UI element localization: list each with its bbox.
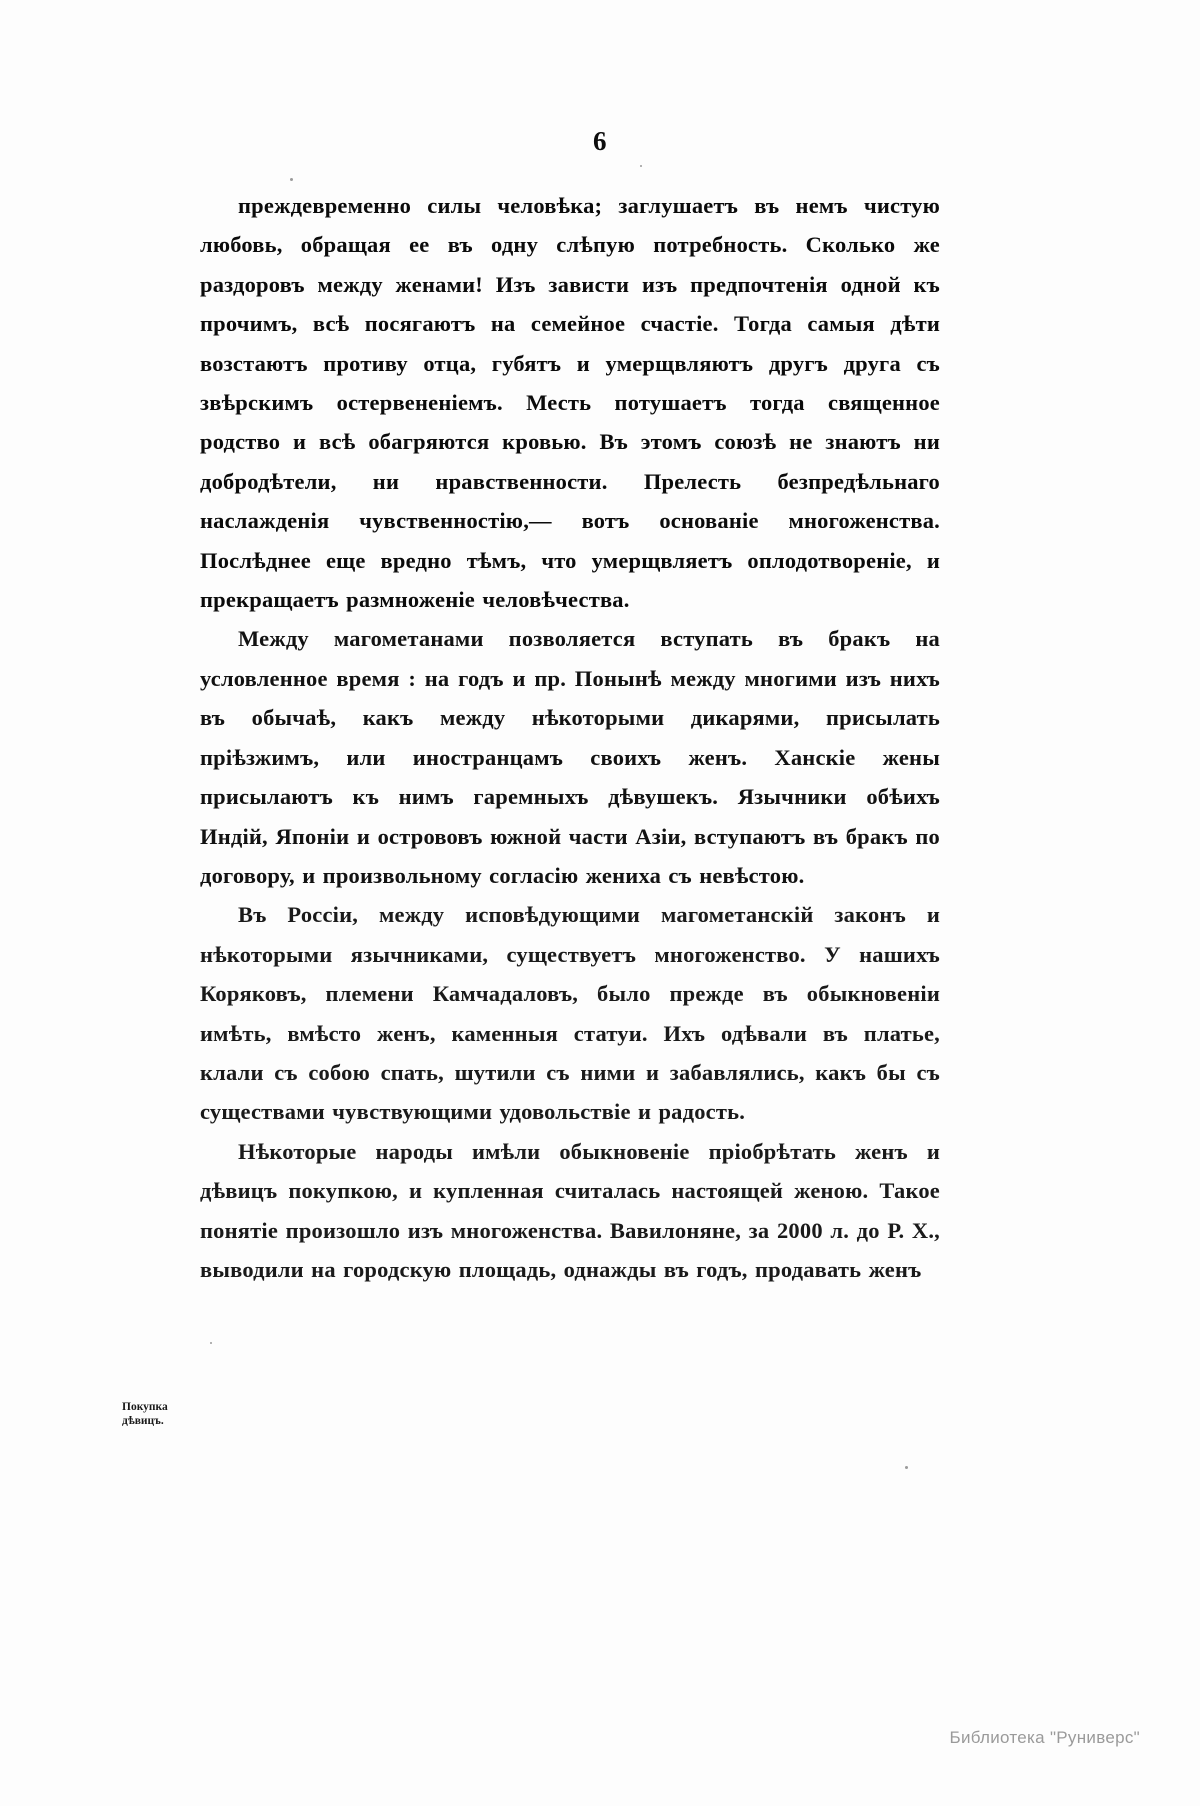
paragraph: Въ Россіи, между исповѣдующими магометанскій законъ и нѣкоторыми язычниками, существуетъ многоженство. У нашихъ Коряковъ, племени Камчадаловъ, было прежде въ обыкновеніи имѣть, вмѣсто женъ, каменныя статуи. Ихъ одѣвали въ платье, клали съ собою спать, шутили съ ними и забавлялись, какъ бы съ существами чувствующими удовольствіе и радость. [200, 902, 940, 1125]
scan-speck-icon [210, 1342, 212, 1344]
library-watermark: Библиотека "Руниверс" [949, 1728, 1140, 1747]
scan-speck-icon [905, 1466, 908, 1469]
paragraph: Между магометанами позволяется вступать въ бракъ на условленное время : на годъ и пр. Понынѣ между многими изъ нихъ въ обычаѣ, какъ между нѣкоторыми дикарями, присылать пріѣзжимъ, или иностранцамъ своихъ женъ. Ханскіе жены присылаютъ къ нимъ гаремныхъ дѣвушекъ. Язычники обѣихъ Индій, Японіи и острововъ южной части Азіи, вступаютъ въ бракъ по договору, и произвольному согласію жениха съ невѣстою. [200, 626, 940, 888]
margin-note: Покупка дѣвицъ. [122, 1401, 168, 1427]
paragraph: Нѣкоторые народы имѣли обыкновеніе пріобрѣтать женъ и дѣвицъ покупкою, и купленная считалась настоящей женою. Такое понятіе произошло изъ многоженства. Вавилоняне, за 2000 л. до Р. Х., выводили на городскую площадь, однажды въ годъ, продавать женъ [200, 1138, 940, 1282]
paragraph: преждевременно силы человѣка; заглушаетъ въ немъ чистую любовь, обращая ее въ одну слѣпую потребность. Сколько же раздоровъ между женами! Изъ зависти изъ предпочтенія одной къ прочимъ, всѣ посягаютъ на семейное счастіе. Тогда самыя дѣти возстаютъ противу отца, губятъ и умерщвляютъ другъ друга съ звѣрскимъ остервененіемъ. Месть потушаетъ тогда священное родство и всѣ обагряются кровью. Въ этомъ союзѣ не знаютъ ни добродѣтели, ни нравственности. Прелесть безпредѣльнаго наслажденія чувственностію,— вотъ основаніе многоженства. Послѣднее еще вредно тѣмъ, что умерщвляетъ оплодотвореніе, и прекращаетъ размноженіе человѣчества. [200, 193, 940, 613]
scan-speck-icon [640, 165, 642, 167]
body-text [200, 186, 940, 1289]
scan-speck-icon [290, 178, 293, 181]
page-number: 6 [593, 126, 607, 156]
